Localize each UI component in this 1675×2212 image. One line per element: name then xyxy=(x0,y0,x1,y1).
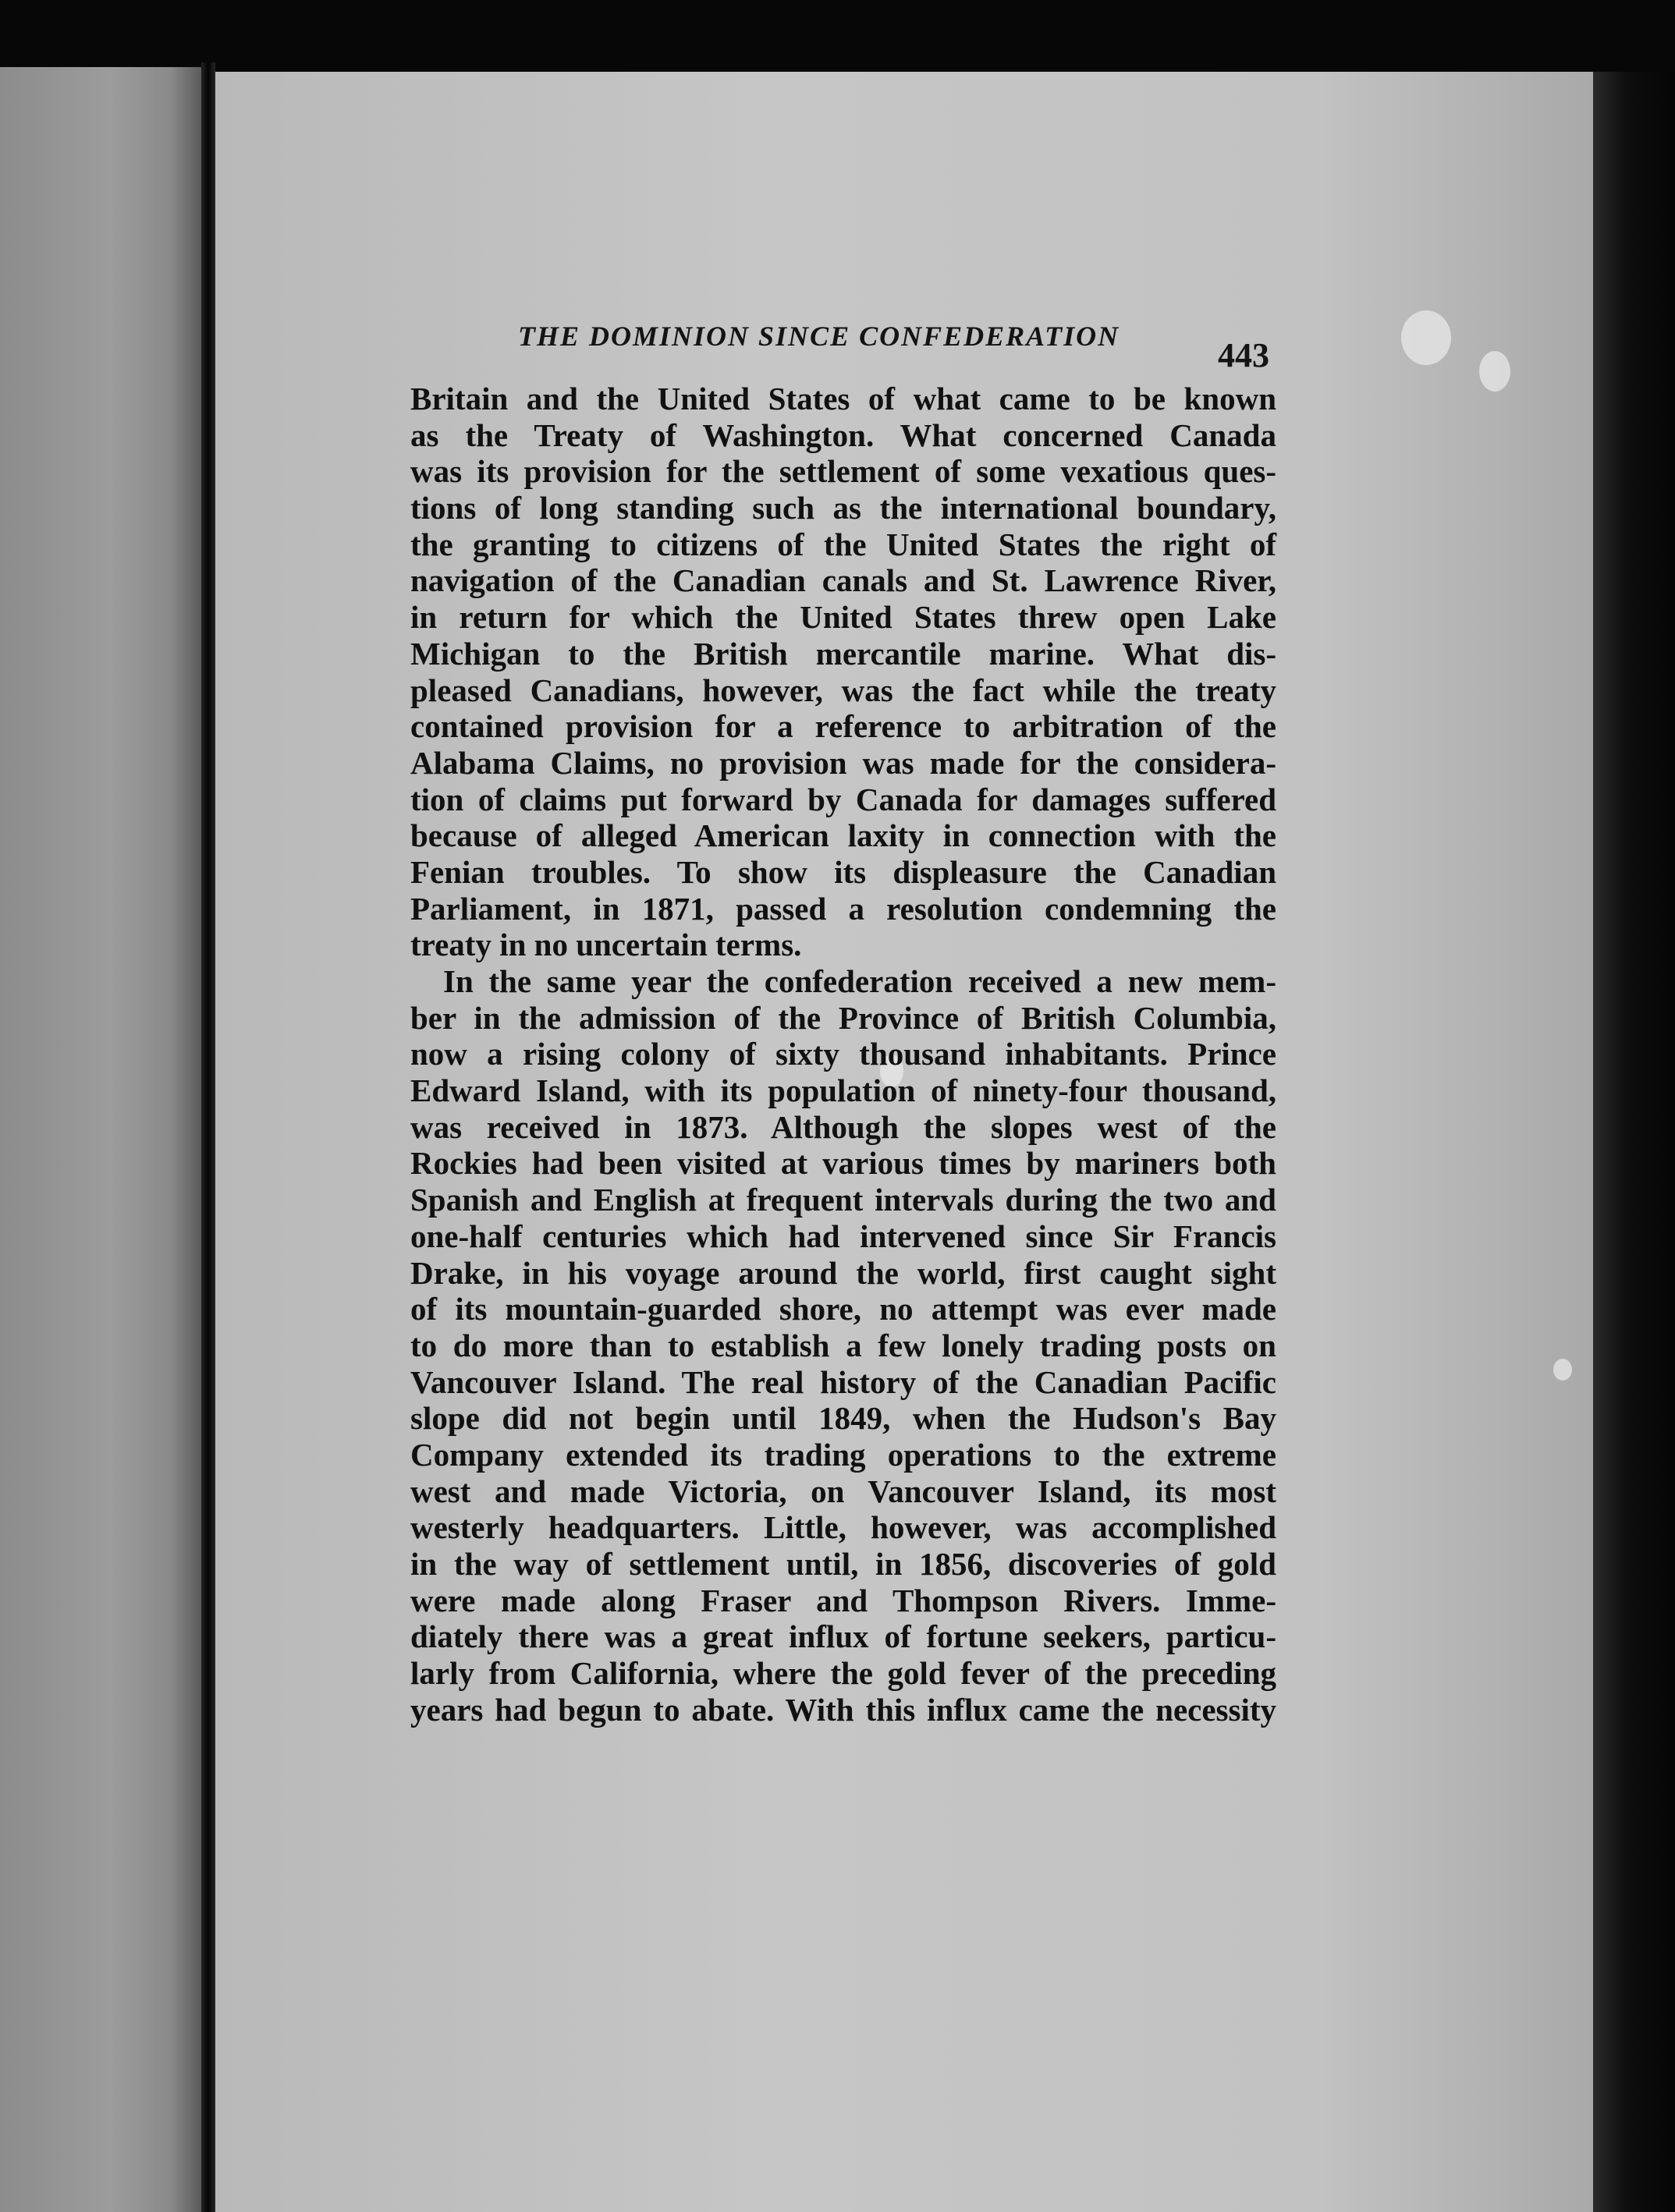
text-line: Rockies had been visited at various times by mariners both xyxy=(410,1145,1276,1182)
text-line: years had begun to abate. With this influx came the necessity xyxy=(410,1691,1276,1728)
scan-top-border xyxy=(0,0,1675,72)
scan-right-edge xyxy=(1593,72,1675,2212)
paper-speck xyxy=(1401,310,1451,365)
text-line: Spanish and English at frequent intervals during the two and xyxy=(410,1182,1276,1218)
text-line: now a rising colony of sixty thousand inhabitants. Prince xyxy=(410,1036,1276,1072)
body-text xyxy=(410,381,1276,1728)
text-line: diately there was a great influx of fortune seekers, particu- xyxy=(410,1618,1276,1655)
text-line: Alabama Claims, no provision was made for the considera- xyxy=(410,744,1276,781)
page-number: 443 xyxy=(1218,336,1269,374)
paragraph xyxy=(410,381,1276,963)
text-line: tion of claims put forward by Canada for damages suffered xyxy=(410,781,1276,817)
text-line: westerly headquarters. Little, however, was accomplished xyxy=(410,1509,1276,1546)
text-line: pleased Canadians, however, was the fact while the treaty xyxy=(410,672,1276,708)
text-line: larly from California, where the gold fever of the preceding xyxy=(410,1655,1276,1692)
text-line: slope did not begin until 1849, when the Hudson's Bay xyxy=(410,1400,1276,1437)
text-line: one-half centuries which had intervened since Sir Francis xyxy=(410,1218,1276,1254)
text-line: in the way of settlement until, in 1856, discoveries of gold xyxy=(410,1546,1276,1582)
text-line: in return for which the United States threw open Lake xyxy=(410,599,1276,636)
paragraph xyxy=(410,963,1276,1728)
text-line: In the same year the confederation received a new mem- xyxy=(443,963,1276,999)
text-line: navigation of the Canadian canals and St. Lawrence River, xyxy=(410,562,1276,599)
text-line: ber in the admission of the Province of British Columbia, xyxy=(410,999,1276,1036)
text-line: Vancouver Island. The real history of the Canadian Pacific xyxy=(410,1363,1276,1400)
text-line: tions of long standing such as the international boundary, xyxy=(410,490,1276,526)
facing-page xyxy=(0,67,201,2212)
text-line: because of alleged American laxity in connection with the xyxy=(410,817,1276,854)
running-head: THE DOMINION SINCE CONFEDERATION xyxy=(518,321,1120,352)
paper-speck xyxy=(1553,1359,1572,1381)
text-line: Edward Island, with its population of ninety-four thousand, xyxy=(410,1072,1276,1109)
text-line: Michigan to the British mercantile marine. What dis- xyxy=(410,635,1276,672)
text-line: as the Treaty of Washington. What concerned Canada xyxy=(410,417,1276,453)
text-line: west and made Victoria, on Vancouver Island, its most xyxy=(410,1473,1276,1509)
text-line: Fenian troubles. To show its displeasure the Canadian xyxy=(410,853,1276,890)
text-line: Company extended its trading operations to the extreme xyxy=(410,1436,1276,1473)
text-line: Parliament, in 1871, passed a resolution condemning the xyxy=(410,890,1276,927)
text-line: the granting to citizens of the United States the right of xyxy=(410,526,1276,562)
text-line: Drake, in his voyage around the world, first caught sight xyxy=(410,1254,1276,1291)
paper-speck xyxy=(1479,351,1510,392)
text-line: Britain and the United States of what came to be known xyxy=(410,381,1276,417)
text-line: were made along Fraser and Thompson Rivers. Imme- xyxy=(410,1582,1276,1618)
text-line: treaty in no uncertain terms. xyxy=(410,927,802,963)
text-line: contained provision for a reference to arbitration of the xyxy=(410,708,1276,745)
text-line: of its mountain-guarded shore, no attempt was ever made xyxy=(410,1291,1276,1328)
book-gutter xyxy=(201,62,215,2212)
text-line: was its provision for the settlement of some vexatious ques- xyxy=(410,453,1276,490)
text-line: to do more than to establish a few lonely trading posts on xyxy=(410,1327,1276,1363)
text-line: was received in 1873. Although the slopes west of the xyxy=(410,1108,1276,1145)
